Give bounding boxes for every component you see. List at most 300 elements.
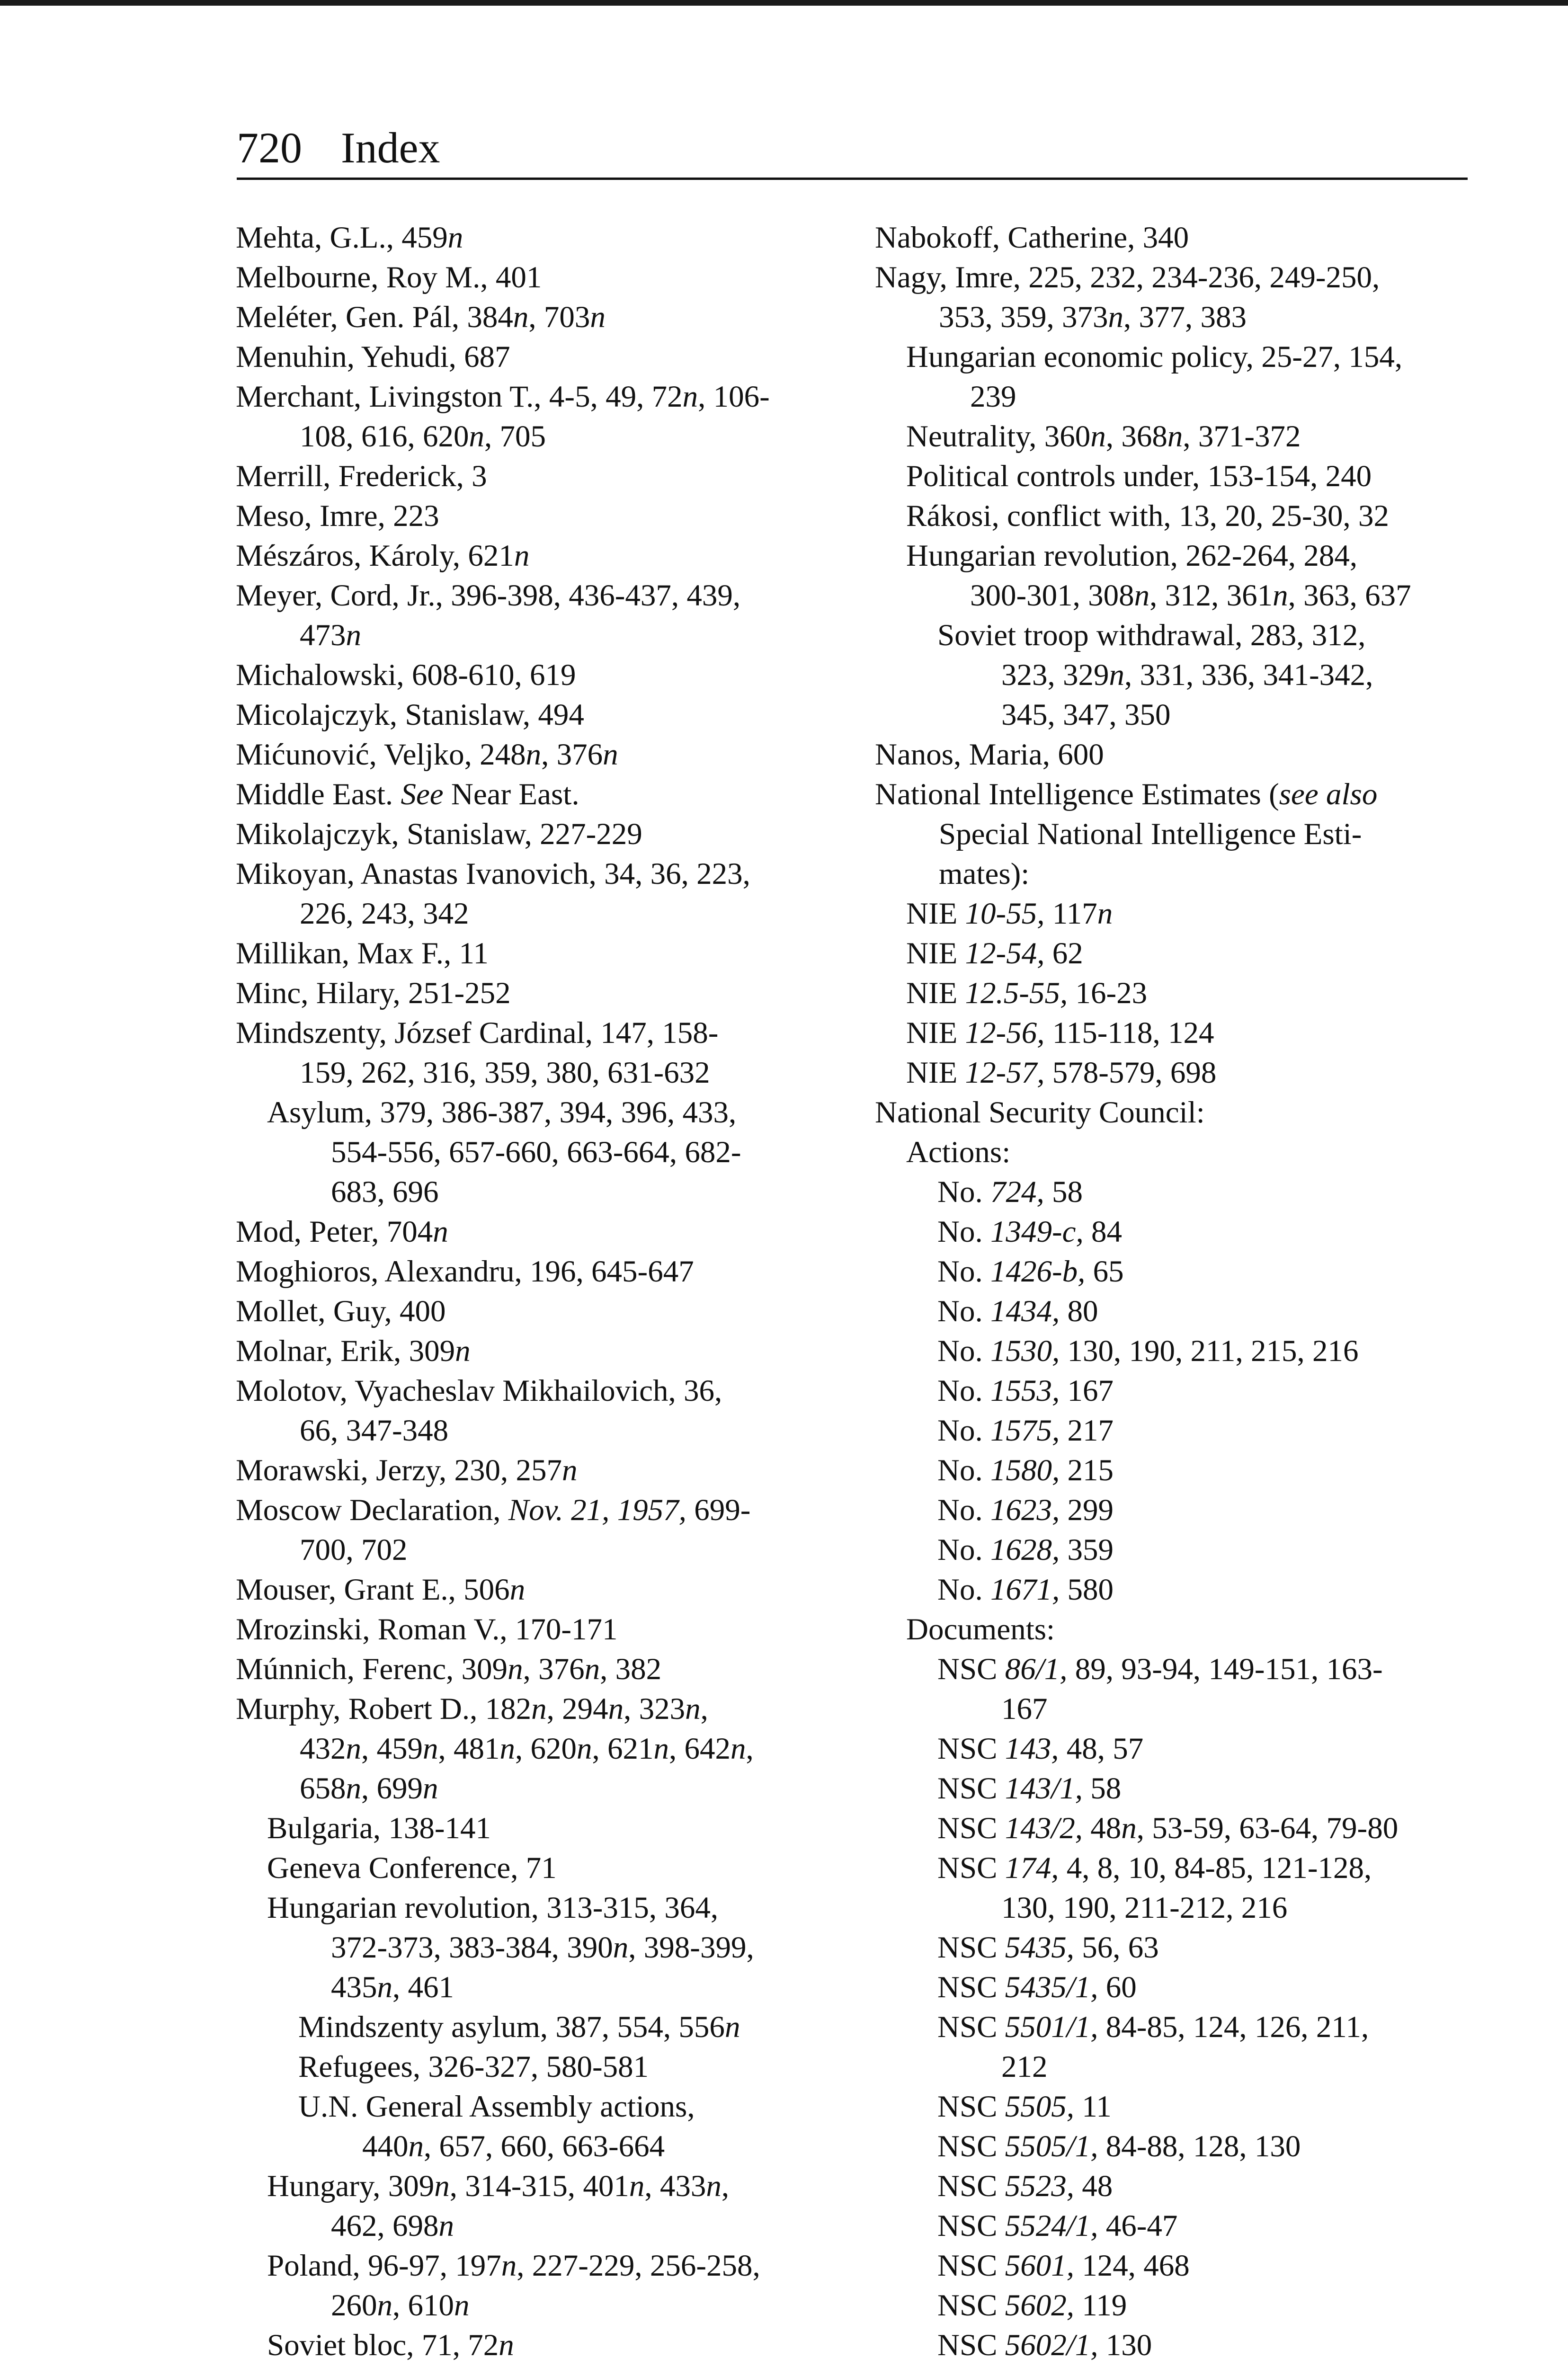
italic-text: 1530, — [990, 1334, 1060, 1368]
index-entry — [875, 973, 1490, 1013]
entry-text: Asylum, 379, 386-387, 394, 396, 433, — [267, 1095, 737, 1130]
index-entry — [236, 774, 851, 814]
index-entry — [875, 417, 1490, 456]
italic-text: 12-54, — [965, 936, 1045, 970]
entry-text: No. — [937, 1573, 990, 1607]
italic-text: 1580, — [990, 1453, 1060, 1487]
index-entry — [236, 1371, 851, 1450]
italic-text: 86/1, — [1005, 1652, 1068, 1686]
entry-text: , 331, 336, 341-342, — [1124, 658, 1373, 692]
index-entry — [875, 2007, 1490, 2087]
entry-line — [906, 536, 1490, 576]
entry-continuation-line — [236, 417, 851, 456]
index-column-right — [875, 218, 1490, 2365]
entry-text: Nanos, Maria, 600 — [875, 738, 1104, 772]
italic-text: 5601, — [1005, 2249, 1074, 2283]
entry-text: 130, 190, 211-212, 216 — [1001, 1891, 1288, 1925]
entry-text: National Intelligence Estimates ( — [875, 777, 1279, 811]
index-entry — [236, 1013, 851, 1093]
italic-text: n — [603, 738, 618, 772]
entry-text: Soviet troop withdrawal, 283, 312, — [937, 618, 1366, 652]
index-column-left — [236, 218, 851, 2365]
entry-text: 359 — [1060, 1533, 1114, 1567]
entry-text: , 620 — [515, 1732, 577, 1766]
entry-line — [906, 1053, 1490, 1093]
italic-text: n — [469, 419, 484, 454]
index-entry — [875, 2166, 1490, 2206]
entry-text: 84 — [1083, 1215, 1122, 1249]
index-entry — [875, 1848, 1490, 1928]
entry-line — [875, 1093, 1490, 1132]
entry-line — [236, 297, 851, 337]
italic-text: n — [1121, 1811, 1137, 1845]
entry-text: Mindszenty, József Cardinal, 147, 158- — [236, 1016, 719, 1050]
entry-text: Molotov, Vyacheslav Mikhailovich, 36, — [236, 1374, 722, 1408]
italic-text: 5505, — [1005, 2090, 1074, 2124]
running-title: Index — [341, 124, 440, 172]
entry-continuation-line — [875, 814, 1490, 854]
entry-text: Middle East. — [236, 777, 401, 811]
entry-line — [267, 1848, 851, 1888]
index-entry — [236, 1093, 851, 1212]
entry-text: , 382 — [600, 1652, 662, 1686]
italic-text: 1553, — [990, 1374, 1060, 1408]
index-entry — [875, 1729, 1490, 1769]
entry-text: NSC — [937, 1732, 1005, 1766]
entry-line — [875, 735, 1490, 774]
entry-line — [298, 2047, 851, 2087]
italic-text: 12-56, — [965, 1016, 1045, 1050]
italic-text: n — [499, 1732, 515, 1766]
entry-text: Morawski, Jerzy, 230, 257 — [236, 1453, 562, 1487]
entry-continuation-line — [236, 1530, 851, 1570]
entry-continuation-line — [267, 2286, 851, 2325]
entry-text: Micolajczyk, Stanislaw, 494 — [236, 698, 584, 732]
entry-text: 345, 347, 350 — [1001, 698, 1171, 732]
italic-text: 12.5-55, — [965, 976, 1068, 1010]
italic-text: 5524/1, — [1005, 2209, 1098, 2243]
entry-text: , 699 — [361, 1771, 423, 1806]
italic-text: n — [455, 1334, 471, 1368]
entry-text: National Security Council: — [875, 1095, 1205, 1130]
entry-line — [906, 496, 1490, 536]
entry-text: Mészáros, Károly, 621 — [236, 539, 514, 573]
index-entry — [875, 934, 1490, 973]
index-entry — [875, 2087, 1490, 2127]
index-entry — [236, 814, 851, 854]
index-entry — [236, 1450, 851, 1490]
italic-text: 143/1, — [1005, 1771, 1083, 1806]
index-entry — [236, 1212, 851, 1252]
index-entry — [875, 2325, 1490, 2365]
entry-text: 80 — [1060, 1294, 1098, 1328]
index-entry — [875, 496, 1490, 536]
entry-line — [267, 2246, 851, 2286]
entry-text: 58 — [1044, 1175, 1083, 1209]
page-header — [237, 118, 1468, 180]
entry-text: , 323 — [624, 1692, 686, 1726]
entry-line — [937, 2286, 1490, 2325]
index-entry — [875, 1331, 1490, 1371]
italic-text: n — [685, 1692, 701, 1726]
entry-line — [236, 1649, 851, 1689]
index-entry — [236, 1848, 851, 1888]
index-entry — [875, 337, 1490, 417]
entry-text: NSC — [937, 2169, 1005, 2203]
entry-line — [236, 1291, 851, 1331]
italic-text: 1426-b, — [990, 1255, 1086, 1289]
entry-text: NSC — [937, 2090, 1005, 2124]
entry-line — [267, 2325, 851, 2365]
italic-text: n — [577, 1732, 592, 1766]
entry-text: 65 — [1085, 1255, 1124, 1289]
entry-text: 46-47 — [1098, 2209, 1178, 2243]
index-entry — [236, 1570, 851, 1610]
entry-line — [236, 814, 851, 854]
entry-continuation-line — [937, 1888, 1490, 1928]
italic-text: 5602, — [1005, 2288, 1074, 2323]
entry-line — [267, 1808, 851, 1848]
entry-text: , 705 — [484, 419, 546, 454]
italic-text: n — [499, 2328, 514, 2362]
entry-continuation-line — [236, 1769, 851, 1808]
entry-line — [236, 456, 851, 496]
index-entry — [875, 1450, 1490, 1490]
entry-text: , 376 — [541, 738, 603, 772]
index-entry — [875, 2286, 1490, 2325]
entry-text: NSC — [937, 2288, 1005, 2323]
entry-text: , 363, 637 — [1288, 578, 1411, 613]
entry-text: 167 — [1001, 1692, 1048, 1726]
index-entry — [875, 894, 1490, 934]
entry-text: Actions: — [906, 1135, 1011, 1169]
index-entry — [875, 1769, 1490, 1808]
entry-text: Mouser, Grant E., 506 — [236, 1573, 510, 1607]
italic-text: n — [377, 1970, 392, 2004]
entry-continuation-line — [298, 2127, 851, 2166]
entry-text: 48 — [1083, 1811, 1122, 1845]
entry-text: 580 — [1060, 1573, 1114, 1607]
italic-text: n — [731, 1732, 746, 1766]
entry-text: NIE — [906, 1056, 965, 1090]
entry-text: 699- — [686, 1493, 751, 1527]
entry-line — [906, 934, 1490, 973]
entry-text: 62 — [1044, 936, 1083, 970]
entry-line — [937, 1252, 1490, 1291]
entry-line — [937, 1411, 1490, 1450]
entry-text: No. — [937, 1294, 990, 1328]
entry-text: NSC — [937, 1931, 1005, 1965]
italic-text: n — [1167, 419, 1183, 454]
entry-text: Meso, Imre, 223 — [236, 499, 439, 533]
index-entry — [875, 1132, 1490, 1172]
entry-text: Mikoyan, Anastas Ivanovich, 34, 36, 223, — [236, 857, 750, 891]
entry-text: Soviet bloc, 71, 72 — [267, 2328, 499, 2362]
index-entry — [236, 934, 851, 973]
entry-text: Hungarian economic policy, 25-27, 154, — [906, 340, 1403, 374]
entry-line — [236, 496, 851, 536]
entry-line — [937, 1967, 1490, 2007]
index-entry — [236, 1808, 851, 1848]
entry-line — [906, 894, 1490, 934]
italic-text: See — [401, 777, 444, 811]
italic-text: n — [706, 2169, 722, 2203]
italic-text: n — [653, 1732, 669, 1766]
entry-text: No. — [937, 1334, 990, 1368]
entry-line — [298, 2007, 851, 2047]
entry-text: No. — [937, 1175, 990, 1209]
index-entry — [875, 1013, 1490, 1053]
entry-text: NIE — [906, 897, 965, 931]
index-entry — [875, 2127, 1490, 2166]
entry-line — [236, 1610, 851, 1649]
italic-text: n — [501, 2249, 517, 2283]
index-entry — [875, 1570, 1490, 1610]
entry-line — [267, 1093, 851, 1132]
entry-text: NSC — [937, 1771, 1005, 1806]
entry-line — [236, 1212, 851, 1252]
entry-line — [937, 1928, 1490, 1967]
italic-text: see also — [1279, 777, 1378, 811]
entry-line — [937, 1808, 1490, 1848]
index-entry — [875, 2246, 1490, 2286]
entry-text: NSC — [937, 2010, 1005, 2044]
italic-text: n — [1273, 578, 1288, 613]
entry-text: , 106- — [698, 380, 770, 414]
entry-text: Meléter, Gen. Pál, 384 — [236, 300, 513, 334]
index-entry — [236, 1291, 851, 1331]
index-entry — [875, 615, 1490, 735]
entry-text: 299 — [1060, 1493, 1114, 1527]
entry-line — [236, 1689, 851, 1729]
entry-line — [236, 973, 851, 1013]
index-entry — [236, 456, 851, 496]
entry-text: Mrozinski, Roman V., 170-171 — [236, 1612, 618, 1646]
italic-text: n — [562, 1453, 578, 1487]
index-entry — [875, 536, 1490, 615]
index-entry — [236, 218, 851, 258]
italic-text: 174, — [1005, 1851, 1059, 1885]
italic-text: n — [608, 1692, 624, 1726]
entry-continuation-line — [236, 1053, 851, 1093]
entry-continuation-line — [236, 1411, 851, 1450]
entry-text: NSC — [937, 1811, 1005, 1845]
index-entry — [875, 1093, 1490, 1132]
index-entry — [236, 377, 851, 456]
entry-text: , 398-399, — [628, 1931, 754, 1965]
entry-text: , 368 — [1105, 419, 1167, 454]
entry-continuation-line — [937, 2047, 1490, 2087]
index-entry — [236, 735, 851, 774]
entry-text: , 371-372 — [1183, 419, 1301, 454]
entry-text: Refugees, 326-327, 580-581 — [298, 2050, 649, 2084]
entry-line — [937, 1769, 1490, 1808]
entry-line — [236, 1331, 851, 1371]
entry-line — [875, 774, 1490, 814]
italic-text: 12-57, — [965, 1056, 1045, 1090]
italic-text: Nov. 21, 1957, — [508, 1493, 686, 1527]
index-entry — [875, 1530, 1490, 1570]
entry-line — [236, 337, 851, 377]
entry-text: 440 — [362, 2129, 409, 2163]
entry-text: , 461 — [392, 1970, 454, 2004]
italic-text: 724, — [990, 1175, 1044, 1209]
entry-line — [937, 1450, 1490, 1490]
entry-continuation-line — [267, 1928, 851, 1967]
entry-continuation-line — [267, 1967, 851, 2007]
page-number: 720 — [237, 124, 302, 172]
italic-text: n — [433, 1215, 448, 1249]
entry-line — [236, 695, 851, 735]
entry-line — [937, 1291, 1490, 1331]
entry-text: Near East. — [443, 777, 579, 811]
entry-text: , 481 — [438, 1732, 500, 1766]
entry-text: Geneva Conference, 71 — [267, 1851, 557, 1885]
entry-text: Merrill, Frederick, 3 — [236, 459, 487, 493]
entry-text: Bulgaria, 138-141 — [267, 1811, 491, 1845]
entry-text: 167 — [1060, 1374, 1114, 1408]
entry-line — [236, 1490, 851, 1530]
italic-text: n — [1109, 658, 1124, 692]
entry-text: No. — [937, 1414, 990, 1448]
index-entry — [875, 1808, 1490, 1848]
entry-text: 260 — [331, 2288, 377, 2323]
italic-text: n — [613, 1931, 629, 1965]
index-entry — [236, 2166, 851, 2246]
entry-line — [937, 2007, 1490, 2047]
entry-text: No. — [937, 1453, 990, 1487]
entry-text: Mindszenty asylum, 387, 554, 556 — [298, 2010, 725, 2044]
entry-text: 300-301, 308 — [970, 578, 1134, 613]
italic-text: 1671, — [990, 1573, 1060, 1607]
entry-line — [937, 1649, 1490, 1689]
entry-text: Nabokoff, Catherine, 340 — [875, 221, 1189, 255]
italic-text: 5523, — [1005, 2169, 1074, 2203]
index-entry — [875, 1371, 1490, 1411]
entry-text: 48 — [1074, 2169, 1113, 2203]
entry-line — [937, 1172, 1490, 1212]
entry-text: 683, 696 — [331, 1175, 439, 1209]
entry-text: , 433 — [644, 2169, 706, 2203]
entry-text: NSC — [937, 2209, 1005, 2243]
entry-text: mates): — [939, 857, 1030, 891]
entry-text: 84-88, 128, 130 — [1098, 2129, 1301, 2163]
entry-text: Michalowski, 608-610, 619 — [236, 658, 576, 692]
index-entry — [236, 258, 851, 297]
entry-text: , 314-315, 401 — [449, 2169, 629, 2203]
index-entry — [236, 1252, 851, 1291]
entry-line — [267, 2166, 851, 2206]
entry-line — [236, 258, 851, 297]
entry-text: Mod, Peter, 704 — [236, 1215, 433, 1249]
entry-text: Poland, 96-97, 197 — [267, 2249, 501, 2283]
entry-text: No. — [937, 1374, 990, 1408]
index-entry — [236, 695, 851, 735]
entry-text: NSC — [937, 2249, 1005, 2283]
entry-text: Special National Intelligence Esti- — [939, 817, 1362, 851]
entry-text: , 377, 383 — [1123, 300, 1247, 334]
entry-text: 435 — [331, 1970, 377, 2004]
entry-text: NSC — [937, 2129, 1005, 2163]
entry-line — [236, 1371, 851, 1411]
entry-text: 115-118, 124 — [1044, 1016, 1214, 1050]
entry-text: NIE — [906, 976, 965, 1010]
entry-text: Documents: — [906, 1612, 1055, 1646]
entry-continuation-line — [267, 1172, 851, 1212]
italic-text: 5435, — [1005, 1931, 1074, 1965]
entry-text: Murphy, Robert D., 182 — [236, 1692, 532, 1726]
entry-line — [906, 456, 1490, 496]
italic-text: n — [526, 738, 542, 772]
entry-text: 108, 616, 620 — [300, 419, 469, 454]
entry-line — [236, 1570, 851, 1610]
entry-line — [937, 2127, 1490, 2166]
index-entry — [236, 297, 851, 337]
italic-text: n — [408, 2129, 424, 2163]
italic-text: n — [531, 1692, 547, 1726]
entry-continuation-line — [906, 576, 1490, 615]
entry-line — [236, 1450, 851, 1490]
entry-text: 700, 702 — [300, 1533, 408, 1567]
entry-line — [937, 2206, 1490, 2246]
index-entry — [236, 1689, 851, 1808]
index-entry — [236, 1490, 851, 1570]
index-entry — [236, 2325, 851, 2365]
entry-line — [906, 973, 1490, 1013]
index-entry — [875, 1649, 1490, 1729]
italic-text: n — [629, 2169, 645, 2203]
entry-continuation-line — [937, 1689, 1490, 1729]
entry-text: 16-23 — [1068, 976, 1148, 1010]
entry-line — [236, 774, 851, 814]
entry-text: Múnnich, Ferenc, 309 — [236, 1652, 508, 1686]
italic-text: 5602/1, — [1005, 2328, 1098, 2362]
entry-line — [236, 377, 851, 417]
entry-text: Mollet, Guy, 400 — [236, 1294, 446, 1328]
entry-line — [906, 1610, 1490, 1649]
italic-text: n — [377, 2288, 392, 2323]
italic-text: n — [1097, 897, 1113, 931]
entry-text: , 703 — [528, 300, 590, 334]
index-entry — [236, 2087, 851, 2166]
italic-text: n — [1108, 300, 1123, 334]
entry-text: NSC — [937, 1652, 1005, 1686]
entry-continuation-line — [236, 615, 851, 655]
entry-line — [937, 1729, 1490, 1769]
entry-continuation-line — [906, 377, 1490, 417]
entry-text: 212 — [1001, 2050, 1048, 2084]
entry-text: Moghioros, Alexandru, 196, 645-647 — [236, 1255, 694, 1289]
entry-text: NIE — [906, 1016, 965, 1050]
entry-text: Mićunović, Veljko, 248 — [236, 738, 526, 772]
entry-line — [937, 2325, 1490, 2365]
entry-text: NIE — [906, 936, 965, 970]
entry-text: , 376 — [523, 1652, 585, 1686]
index-entry — [236, 2047, 851, 2087]
entry-text: No. — [937, 1493, 990, 1527]
entry-text: , 621 — [592, 1732, 654, 1766]
italic-text: 5435/1, — [1005, 1970, 1098, 2004]
italic-text: n — [1090, 419, 1106, 454]
index-entry — [875, 258, 1490, 337]
entry-text: , 53-59, 63-64, 79-80 — [1136, 1811, 1399, 1845]
entry-line — [236, 854, 851, 894]
index-entry — [875, 1967, 1490, 2007]
italic-text: n — [423, 1771, 438, 1806]
entry-line — [937, 1570, 1490, 1610]
entry-text: Menuhin, Yehudi, 687 — [236, 340, 510, 374]
italic-text: n — [423, 1732, 438, 1766]
